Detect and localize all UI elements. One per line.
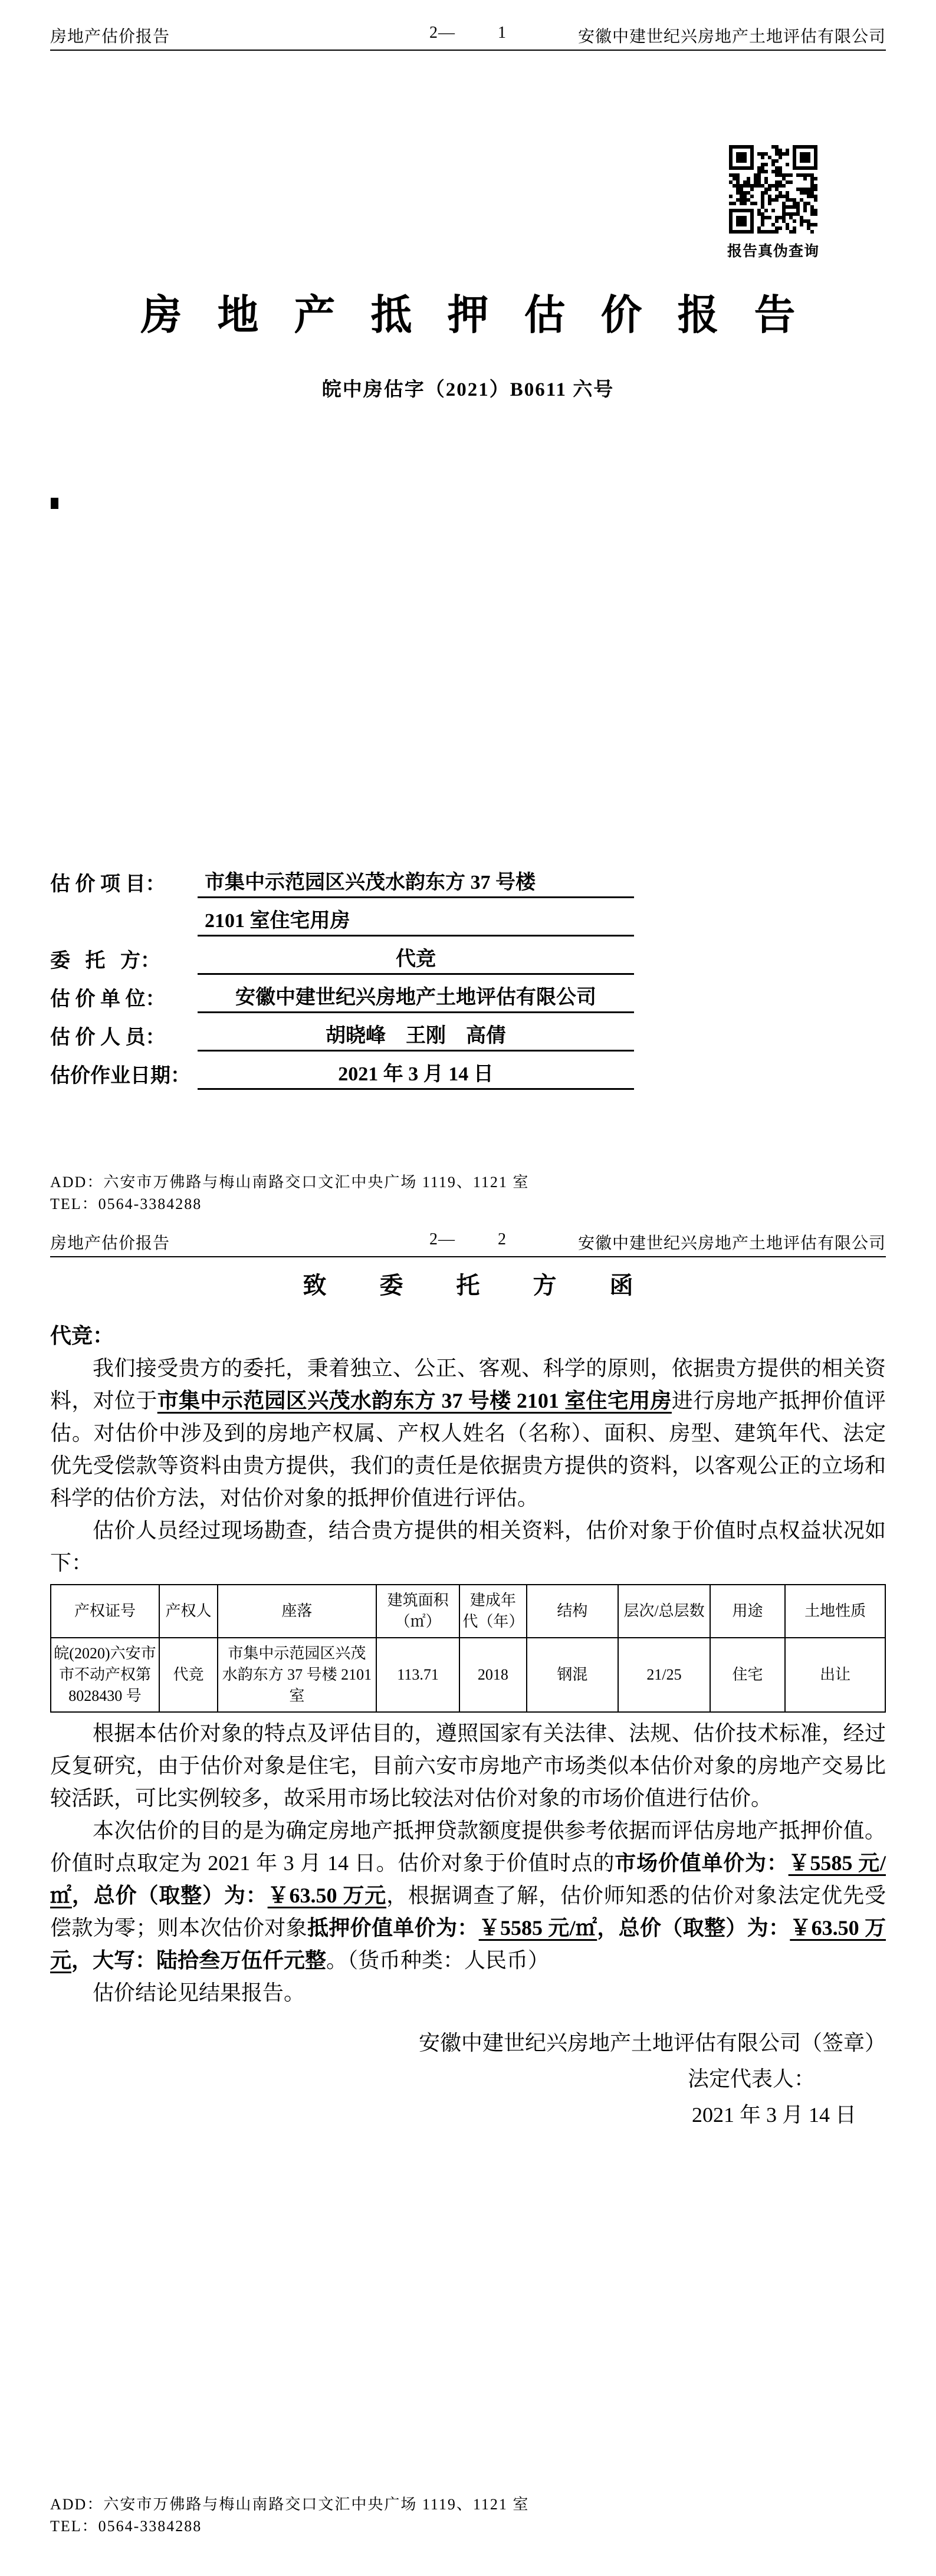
text-run: 。（货币种类：人民币） — [326, 1949, 550, 1972]
footer-address: ADD：六安市万佛路与梅山南路交口文汇中央广场 1119、1121 室 — [50, 1174, 530, 1191]
letter-title: 致 委 托 方 函 — [303, 1272, 657, 1299]
header-doc-type: 房地产估价报告 — [50, 28, 170, 46]
table-header-row — [51, 1585, 885, 1638]
text-run: 进行房地产抵押价值评估。对估价中涉及到的房地产权属、产权人姓名（名称）、面积、房型、建筑年代、法定优先受偿款等资料由贵方提供，我们的责任是依据贵方提供的资料，以客观公正的立场和科学的估价方法，对估价对象的抵押价值进行评估。 — [50, 1389, 886, 1510]
header-company-name: 安徽中建世纪兴房地产土地评估有限公司 — [577, 28, 886, 46]
th-structure: 结构 — [527, 1585, 619, 1638]
header-page-prefix: 2— — [429, 1230, 455, 1248]
header-rule — [50, 1256, 886, 1257]
header-page-number: 1 — [498, 24, 507, 42]
footer-tel: TEL：0564-3384288 — [50, 1195, 202, 1213]
paragraph-valuation-result — [50, 1815, 886, 1977]
text-run-mortgage-unit-price: ￥5585 元/㎡ — [478, 1916, 597, 1940]
td-floor-area: 113.71 — [376, 1638, 460, 1712]
paragraph-conclusion-ref: 估价结论见结果报告。 — [93, 1981, 306, 2005]
header-page-indicator — [429, 1230, 507, 1249]
th-build-year: 建成年代（年） — [459, 1585, 526, 1638]
form-row-agency — [50, 975, 634, 1013]
form-row-project — [50, 860, 634, 898]
form-value-project-line2: 2101 室住宅用房 — [198, 904, 634, 937]
form-label-agency: 估 价 单 位： — [50, 988, 166, 1010]
text-run: 本次估价的目的是为确定房地产抵押贷款额度提供参考依据而评估房地产抵押价值。价值时点取定为 2021 年 3 月 14 日。估价对象于价值时点的 — [50, 1819, 886, 1875]
text-run-market-total-price: ￥63.50 万元 — [267, 1884, 387, 1907]
header-rule — [50, 50, 886, 51]
form-value-agency: 安徽中建世纪兴房地产土地评估有限公司 — [198, 981, 634, 1013]
td-location: 市集中示范园区兴茂水韵东方 37 号楼 2101 室 — [218, 1638, 376, 1712]
page2-footer — [50, 2493, 886, 2537]
td-build-year: 2018 — [459, 1638, 526, 1712]
footer-address: ADD：六安市万佛路与梅山南路交口文汇中央广场 1119、1121 室 — [50, 2496, 530, 2513]
form-label-client: 委 托 方： — [50, 950, 160, 972]
signature-legal-rep: 法定代表人： — [687, 2067, 815, 2091]
td-certificate-no: 皖(2020)六安市市不动产权第 8028430 号 — [51, 1638, 159, 1712]
signature-date: 2021 年 3 月 14 日 — [691, 2103, 856, 2127]
text-run-mortgage-unit-price-label: 抵押价值单价为： — [307, 1916, 479, 1940]
header-doc-type: 房地产估价报告 — [50, 1234, 170, 1253]
text-run-subject-property: 市集中示范园区兴茂水韵东方 37 号楼 2101 室住宅用房 — [157, 1389, 672, 1412]
salutation: 代竞： — [50, 1324, 114, 1348]
th-certificate-no: 产权证号 — [51, 1585, 159, 1638]
th-owner: 产权人 — [159, 1585, 218, 1638]
property-rights-table — [50, 1584, 886, 1713]
td-use: 住宅 — [710, 1638, 785, 1712]
form-row-appraisers — [50, 1013, 634, 1052]
page2-header — [50, 1230, 886, 1254]
td-structure: 钢混 — [527, 1638, 619, 1712]
header-page-number: 2 — [498, 1230, 507, 1248]
qr-block — [726, 145, 820, 261]
text-run-market-unit-price-label: 市场价值单价为： — [615, 1851, 789, 1875]
form-value-client: 代竞 — [198, 942, 634, 975]
letter-body — [50, 1320, 886, 2131]
qr-code-icon — [729, 145, 817, 234]
text-run-total-label: ，总价（取整）为： — [71, 1884, 268, 1907]
text-run: ，根据调查了解，估价师知悉的估价对象法定优先受偿款为零；则本次估价对象 — [50, 1884, 886, 1940]
text-run-market-unit-price: ￥5585 元/㎡ — [50, 1851, 886, 1907]
form-value-date: 2021 年 3 月 14 日 — [198, 1057, 634, 1090]
text-run-total-label: ，总价（取整）为： — [597, 1916, 790, 1940]
td-land-nature: 出让 — [785, 1638, 885, 1712]
header-page-prefix: 2— — [429, 24, 455, 42]
page1-footer — [50, 1171, 886, 1215]
table-data-row — [51, 1638, 885, 1712]
form-label-appraisers: 估 价 人 员： — [50, 1027, 166, 1049]
qr-caption: 报告真伪查询 — [727, 244, 819, 259]
footer-tel: TEL：0564-3384288 — [50, 2518, 202, 2535]
form-value-project-line1: 市集中示范园区兴茂水韵东方 37 号楼 — [198, 866, 634, 898]
header-page-indicator — [429, 24, 507, 42]
th-location: 座落 — [218, 1585, 376, 1638]
text-run-capital-label: ，大写： — [71, 1949, 157, 1972]
th-floor-level: 层次/总层数 — [618, 1585, 710, 1638]
signature-company: 安徽中建世纪兴房地产土地评估有限公司（签章） — [418, 2031, 886, 2055]
form-value-appraisers: 胡晓峰 王刚 高倩 — [198, 1019, 634, 1052]
text-run-capital-amount: 陆拾叁万伍仟元整 — [156, 1949, 327, 1972]
form-label-blank — [50, 935, 198, 937]
paragraph-survey: 估价人员经过现场勘查，结合贵方提供的相关资料，估价对象于价值时点权益状况如下： — [50, 1519, 886, 1575]
th-floor-area: 建筑面积（㎡） — [376, 1585, 460, 1638]
form-row-date — [50, 1052, 634, 1090]
td-floor-level: 21/25 — [618, 1638, 710, 1712]
th-land-nature: 土地性质 — [785, 1585, 885, 1638]
text-run-mortgage-total-price: ￥63.50 万元 — [50, 1916, 886, 1972]
paragraph-intro — [50, 1352, 886, 1514]
form-row-client — [50, 937, 634, 975]
header-company-name: 安徽中建世纪兴房地产土地评估有限公司 — [577, 1234, 886, 1253]
form-label-project: 估 价 项 目： — [50, 873, 166, 895]
page1-header — [50, 24, 886, 47]
td-owner: 代竞 — [159, 1638, 218, 1712]
report-title: 房地产抵押估价报告 — [140, 293, 831, 339]
cover-form — [50, 860, 634, 1090]
form-label-date: 估价作业日期： — [50, 1065, 191, 1087]
text-run: 我们接受贵方的委托，秉着独立、公正、客观、科学的原则，依据贵方提供的相关资料，对位于 — [50, 1356, 886, 1412]
black-mark — [51, 498, 58, 509]
document-number: 皖中房估字（2021）B0611 六号 — [321, 379, 615, 400]
th-use: 用途 — [710, 1585, 785, 1638]
form-row-project-cont — [50, 898, 634, 937]
paragraph-method: 根据本估价对象的特点及评估目的，遵照国家有关法律、法规、估价技术标准，经过反复研究，由于估价对象是住宅，目前六安市房地产市场类似本估价对象的房地产交易比较活跃，可比实例较多，故采用市场比较法对估价对象的市场价值进行估价。 — [50, 1721, 886, 1810]
